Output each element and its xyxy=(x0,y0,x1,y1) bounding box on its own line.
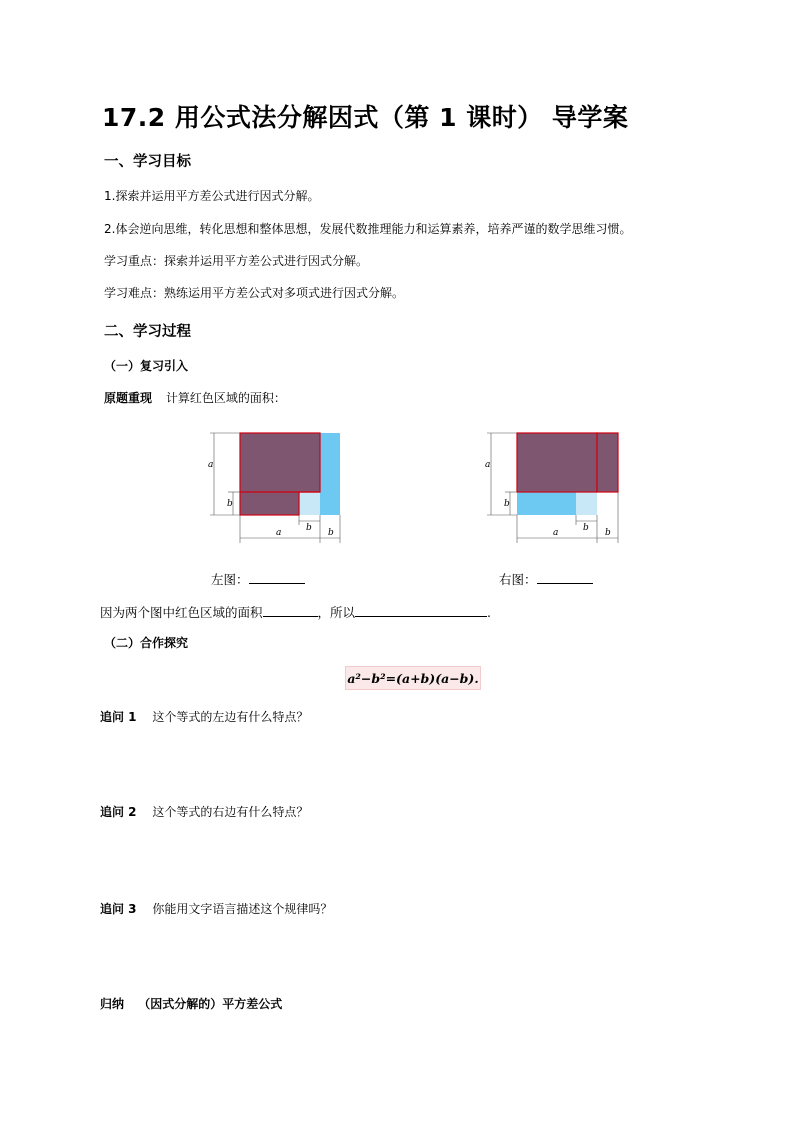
left-blue-strip xyxy=(320,433,340,515)
question-1 xyxy=(100,708,308,725)
q2-label: 追问 2 xyxy=(100,805,137,819)
q3-label: 追问 3 xyxy=(100,902,137,916)
key-point: 学习重点：探索并运用平方差公式进行因式分解。 xyxy=(104,254,369,268)
problem-label: 原题重现 xyxy=(104,391,153,405)
question-2 xyxy=(100,803,308,820)
right-light-square xyxy=(576,492,597,515)
because-line xyxy=(100,603,491,621)
part2-heading: （二）合作探究 xyxy=(104,636,189,650)
q2-text: 这个等式的右边有什么特点？ xyxy=(152,805,309,819)
q1-text: 这个等式的左边有什么特点？ xyxy=(152,710,309,724)
right-label-a-horiz: a xyxy=(553,528,559,538)
right-caption: 右图： xyxy=(499,572,537,587)
because-text: 因为两个图中红色区域的面积 xyxy=(100,605,263,620)
formula-box: a²−b²=(a+b)(a−b). xyxy=(345,666,481,690)
right-answer-blank[interactable] xyxy=(537,572,593,584)
summary-label: 归纳 xyxy=(100,997,125,1011)
goal-2: 2.体会逆向思维，转化思想和整体思想，发展代数推理能力和运算素养，培养严谨的数学思维习惯。 xyxy=(104,222,632,236)
right-label-b-vert: b xyxy=(504,499,510,509)
section2-heading: 二、学习过程 xyxy=(104,324,191,340)
right-side-rect xyxy=(597,433,618,492)
right-blue-strip xyxy=(517,492,576,515)
left-answer-blank[interactable] xyxy=(249,572,305,584)
question-3 xyxy=(100,900,332,917)
right-label-a-vert: a xyxy=(485,460,491,470)
right-figure xyxy=(477,425,627,550)
left-top-rect xyxy=(240,433,320,492)
right-main-rect xyxy=(517,433,597,492)
left-label-b-vert: b xyxy=(227,499,233,509)
right-caption-line xyxy=(499,570,593,588)
left-label-a-horiz: a xyxy=(276,528,282,538)
left-caption-line xyxy=(211,570,305,588)
area-blank[interactable] xyxy=(263,605,318,617)
period: . xyxy=(487,605,492,620)
left-caption: 左图： xyxy=(211,572,249,587)
section1-heading: 一、学习目标 xyxy=(104,154,191,170)
left-bottom-rect xyxy=(240,492,299,515)
summary-line xyxy=(100,995,282,1012)
conclusion-blank[interactable] xyxy=(355,605,487,617)
q1-label: 追问 1 xyxy=(100,710,137,724)
summary-text: （因式分解的）平方差公式 xyxy=(138,997,283,1011)
page-title: 17.2 用公式法分解因式（第 1 课时） 导学案 xyxy=(102,103,629,132)
q3-text: 你能用文字语言描述这个规律吗？ xyxy=(152,902,333,916)
left-label-a-vert: a xyxy=(208,460,214,470)
left-label-b-horiz: b xyxy=(328,528,334,538)
problem-text: 计算红色区域的面积： xyxy=(165,391,286,405)
left-light-square xyxy=(299,492,320,515)
goal-1: 1.探索并运用平方差公式进行因式分解。 xyxy=(104,189,320,203)
left-figure xyxy=(200,425,350,550)
difficulty-point: 学习难点：熟练运用平方差公式对多项式进行因式分解。 xyxy=(104,286,405,300)
right-label-b-inner: b xyxy=(583,523,589,533)
so-text: ，所以 xyxy=(317,605,356,620)
problem-line xyxy=(104,389,286,406)
left-label-b-inner: b xyxy=(306,523,312,533)
part1-heading: （一）复习引入 xyxy=(104,359,189,373)
right-label-b-horiz: b xyxy=(605,528,611,538)
